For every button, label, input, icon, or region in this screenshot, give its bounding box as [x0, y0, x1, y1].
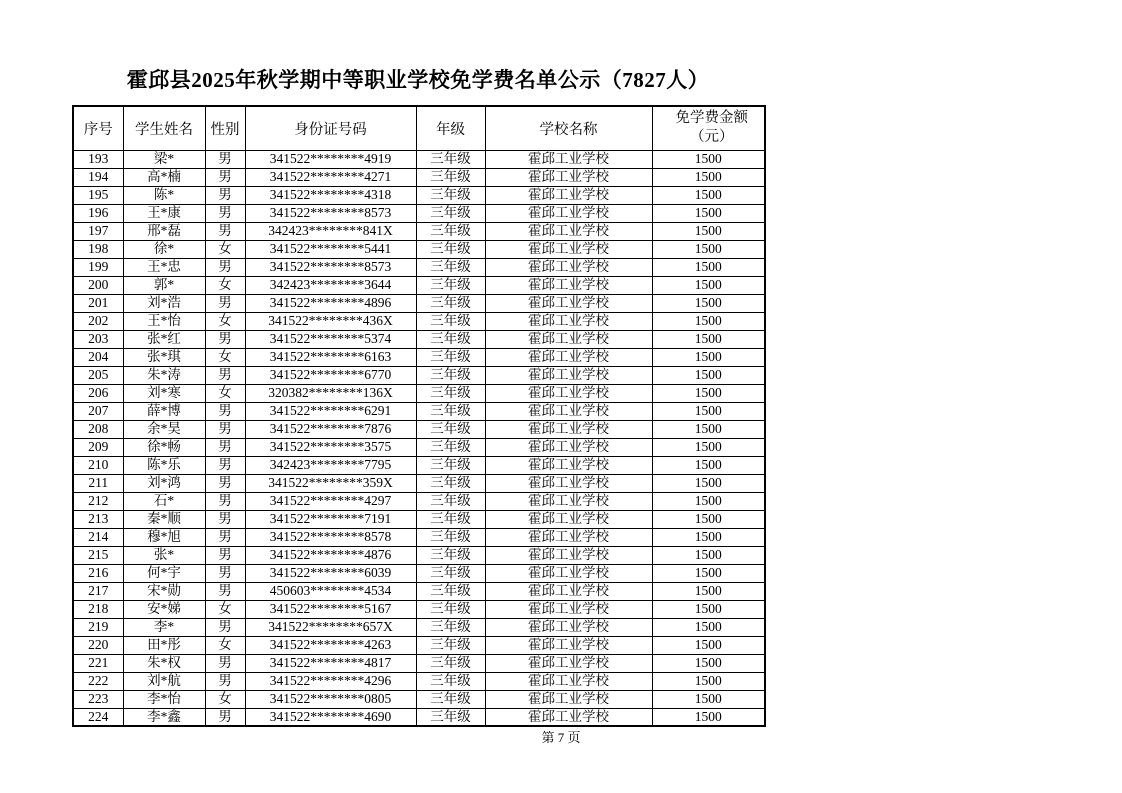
cell-gender: 男 — [205, 708, 245, 726]
cell-id-number: 341522********4817 — [245, 654, 416, 672]
cell-id-number: 341522********5374 — [245, 330, 416, 348]
cell-school-name: 霍邱工业学校 — [485, 510, 652, 528]
col-header-gender: 性别 — [205, 106, 245, 150]
cell-serial: 207 — [73, 402, 123, 420]
cell-gender: 男 — [205, 204, 245, 222]
table-row — [73, 528, 765, 546]
cell-serial: 215 — [73, 546, 123, 564]
cell-school-name: 霍邱工业学校 — [485, 492, 652, 510]
cell-gender: 男 — [205, 402, 245, 420]
cell-serial: 193 — [73, 150, 123, 168]
cell-grade: 三年级 — [416, 564, 485, 582]
cell-id-number: 342423********841X — [245, 222, 416, 240]
cell-student-name: 穆*旭 — [123, 528, 205, 546]
cell-amount: 1500 — [652, 366, 765, 384]
cell-serial: 203 — [73, 330, 123, 348]
table-row — [73, 294, 765, 312]
cell-amount: 1500 — [652, 564, 765, 582]
cell-grade: 三年级 — [416, 510, 485, 528]
cell-gender: 女 — [205, 348, 245, 366]
cell-gender: 男 — [205, 420, 245, 438]
cell-grade: 三年级 — [416, 240, 485, 258]
table-row — [73, 708, 765, 726]
cell-id-number: 341522********8573 — [245, 258, 416, 276]
cell-serial: 202 — [73, 312, 123, 330]
cell-school-name: 霍邱工业学校 — [485, 150, 652, 168]
cell-amount: 1500 — [652, 672, 765, 690]
cell-id-number: 341522********5167 — [245, 600, 416, 618]
cell-gender: 男 — [205, 168, 245, 186]
cell-school-name: 霍邱工业学校 — [485, 600, 652, 618]
col-header-amount-line1: 免学费金额 — [675, 109, 748, 126]
cell-student-name: 何*宇 — [123, 564, 205, 582]
cell-grade: 三年级 — [416, 330, 485, 348]
cell-school-name: 霍邱工业学校 — [485, 348, 652, 366]
cell-id-number: 341522********436X — [245, 312, 416, 330]
cell-amount: 1500 — [652, 330, 765, 348]
table-row — [73, 168, 765, 186]
cell-id-number: 320382********136X — [245, 384, 416, 402]
cell-gender: 女 — [205, 312, 245, 330]
cell-serial: 223 — [73, 690, 123, 708]
cell-grade: 三年级 — [416, 456, 485, 474]
cell-serial: 194 — [73, 168, 123, 186]
cell-student-name: 王*忠 — [123, 258, 205, 276]
cell-id-number: 341522********8573 — [245, 204, 416, 222]
cell-school-name: 霍邱工业学校 — [485, 438, 652, 456]
table-row — [73, 258, 765, 276]
cell-id-number: 341522********6163 — [245, 348, 416, 366]
cell-gender: 女 — [205, 636, 245, 654]
cell-student-name: 刘*寒 — [123, 384, 205, 402]
cell-serial: 217 — [73, 582, 123, 600]
table-row — [73, 474, 765, 492]
cell-id-number: 341522********6039 — [245, 564, 416, 582]
cell-student-name: 刘*航 — [123, 672, 205, 690]
cell-grade: 三年级 — [416, 276, 485, 294]
cell-gender: 男 — [205, 438, 245, 456]
cell-gender: 女 — [205, 384, 245, 402]
cell-id-number: 341522********657X — [245, 618, 416, 636]
cell-student-name: 张*琪 — [123, 348, 205, 366]
cell-grade: 三年级 — [416, 402, 485, 420]
cell-grade: 三年级 — [416, 150, 485, 168]
table-row — [73, 366, 765, 384]
table-row — [73, 186, 765, 204]
cell-grade: 三年级 — [416, 420, 485, 438]
table-row — [73, 402, 765, 420]
cell-gender: 男 — [205, 582, 245, 600]
table-row — [73, 276, 765, 294]
cell-grade: 三年级 — [416, 366, 485, 384]
cell-grade: 三年级 — [416, 438, 485, 456]
col-header-amount-line2: （元） — [690, 129, 734, 146]
cell-school-name: 霍邱工业学校 — [485, 528, 652, 546]
cell-student-name: 田*彤 — [123, 636, 205, 654]
cell-id-number: 341522********4690 — [245, 708, 416, 726]
cell-id-number: 342423********3644 — [245, 276, 416, 294]
cell-student-name: 陈* — [123, 186, 205, 204]
cell-serial: 208 — [73, 420, 123, 438]
cell-grade: 三年级 — [416, 492, 485, 510]
cell-student-name: 梁* — [123, 150, 205, 168]
cell-amount: 1500 — [652, 186, 765, 204]
cell-id-number: 341522********4271 — [245, 168, 416, 186]
cell-id-number: 341522********359X — [245, 474, 416, 492]
cell-student-name: 石* — [123, 492, 205, 510]
cell-gender: 男 — [205, 474, 245, 492]
cell-school-name: 霍邱工业学校 — [485, 672, 652, 690]
cell-id-number: 341522********6770 — [245, 366, 416, 384]
cell-student-name: 郭* — [123, 276, 205, 294]
table-row — [73, 582, 765, 600]
cell-school-name: 霍邱工业学校 — [485, 366, 652, 384]
cell-serial: 220 — [73, 636, 123, 654]
cell-grade: 三年级 — [416, 528, 485, 546]
cell-grade: 三年级 — [416, 186, 485, 204]
cell-school-name: 霍邱工业学校 — [485, 546, 652, 564]
cell-amount: 1500 — [652, 222, 765, 240]
cell-student-name: 余*昊 — [123, 420, 205, 438]
cell-school-name: 霍邱工业学校 — [485, 204, 652, 222]
cell-student-name: 朱*权 — [123, 654, 205, 672]
cell-school-name: 霍邱工业学校 — [485, 636, 652, 654]
cell-serial: 200 — [73, 276, 123, 294]
cell-amount: 1500 — [652, 204, 765, 222]
cell-gender: 男 — [205, 456, 245, 474]
table-row — [73, 150, 765, 168]
cell-id-number: 450603********4534 — [245, 582, 416, 600]
cell-grade: 三年级 — [416, 708, 485, 726]
cell-id-number: 341522********7191 — [245, 510, 416, 528]
cell-amount: 1500 — [652, 474, 765, 492]
cell-id-number: 341522********7876 — [245, 420, 416, 438]
cell-school-name: 霍邱工业学校 — [485, 168, 652, 186]
cell-amount: 1500 — [652, 276, 765, 294]
cell-id-number: 341522********8578 — [245, 528, 416, 546]
cell-gender: 男 — [205, 546, 245, 564]
col-header-student-name: 学生姓名 — [123, 106, 205, 150]
cell-gender: 男 — [205, 618, 245, 636]
cell-school-name: 霍邱工业学校 — [485, 708, 652, 726]
cell-student-name: 朱*涛 — [123, 366, 205, 384]
table-row — [73, 600, 765, 618]
cell-grade: 三年级 — [416, 222, 485, 240]
cell-serial: 213 — [73, 510, 123, 528]
cell-student-name: 李* — [123, 618, 205, 636]
cell-grade: 三年级 — [416, 384, 485, 402]
cell-amount: 1500 — [652, 402, 765, 420]
cell-grade: 三年级 — [416, 204, 485, 222]
cell-id-number: 341522********3575 — [245, 438, 416, 456]
cell-grade: 三年级 — [416, 348, 485, 366]
cell-serial: 209 — [73, 438, 123, 456]
cell-amount: 1500 — [652, 168, 765, 186]
cell-student-name: 徐* — [123, 240, 205, 258]
cell-student-name: 陈*乐 — [123, 456, 205, 474]
cell-gender: 女 — [205, 690, 245, 708]
cell-id-number: 341522********0805 — [245, 690, 416, 708]
table-row — [73, 420, 765, 438]
table-row — [73, 456, 765, 474]
cell-gender: 男 — [205, 258, 245, 276]
cell-serial: 218 — [73, 600, 123, 618]
table-row — [73, 222, 765, 240]
cell-serial: 219 — [73, 618, 123, 636]
cell-amount: 1500 — [652, 384, 765, 402]
page-number: 第 7 页 — [541, 730, 581, 745]
cell-gender: 男 — [205, 330, 245, 348]
cell-school-name: 霍邱工业学校 — [485, 582, 652, 600]
cell-school-name: 霍邱工业学校 — [485, 330, 652, 348]
table-header — [73, 106, 765, 150]
table-row — [73, 690, 765, 708]
cell-gender: 女 — [205, 240, 245, 258]
cell-gender: 男 — [205, 564, 245, 582]
cell-school-name: 霍邱工业学校 — [485, 420, 652, 438]
cell-serial: 199 — [73, 258, 123, 276]
cell-serial: 198 — [73, 240, 123, 258]
cell-id-number: 342423********7795 — [245, 456, 416, 474]
cell-amount: 1500 — [652, 690, 765, 708]
col-header-id-number: 身份证号码 — [245, 106, 416, 150]
cell-id-number: 341522********5441 — [245, 240, 416, 258]
table-row — [73, 312, 765, 330]
cell-serial: 212 — [73, 492, 123, 510]
cell-amount: 1500 — [652, 618, 765, 636]
table-row — [73, 204, 765, 222]
cell-gender: 女 — [205, 276, 245, 294]
table-row — [73, 330, 765, 348]
tuition-exemption-table — [72, 105, 766, 727]
cell-gender: 男 — [205, 294, 245, 312]
cell-amount: 1500 — [652, 456, 765, 474]
cell-gender: 男 — [205, 150, 245, 168]
cell-id-number: 341522********4876 — [245, 546, 416, 564]
cell-grade: 三年级 — [416, 546, 485, 564]
cell-grade: 三年级 — [416, 636, 485, 654]
cell-serial: 214 — [73, 528, 123, 546]
cell-amount: 1500 — [652, 636, 765, 654]
cell-grade: 三年级 — [416, 582, 485, 600]
col-header-amount — [652, 106, 765, 150]
cell-school-name: 霍邱工业学校 — [485, 384, 652, 402]
cell-amount: 1500 — [652, 294, 765, 312]
cell-serial: 196 — [73, 204, 123, 222]
cell-gender: 男 — [205, 654, 245, 672]
cell-amount: 1500 — [652, 240, 765, 258]
cell-serial: 197 — [73, 222, 123, 240]
cell-student-name: 刘*鸿 — [123, 474, 205, 492]
cell-amount: 1500 — [652, 600, 765, 618]
cell-grade: 三年级 — [416, 258, 485, 276]
cell-amount: 1500 — [652, 528, 765, 546]
cell-gender: 男 — [205, 528, 245, 546]
cell-school-name: 霍邱工业学校 — [485, 294, 652, 312]
table-row — [73, 546, 765, 564]
cell-school-name: 霍邱工业学校 — [485, 474, 652, 492]
page-title: 霍邱县2025年秋学期中等职业学校免学费名单公示（7827人） — [126, 68, 710, 92]
cell-id-number: 341522********6291 — [245, 402, 416, 420]
cell-serial: 201 — [73, 294, 123, 312]
cell-amount: 1500 — [652, 654, 765, 672]
cell-student-name: 张*红 — [123, 330, 205, 348]
cell-serial: 204 — [73, 348, 123, 366]
cell-serial: 195 — [73, 186, 123, 204]
cell-grade: 三年级 — [416, 618, 485, 636]
table-body — [73, 150, 765, 726]
cell-gender: 男 — [205, 222, 245, 240]
cell-school-name: 霍邱工业学校 — [485, 258, 652, 276]
cell-serial: 211 — [73, 474, 123, 492]
cell-school-name: 霍邱工业学校 — [485, 690, 652, 708]
table-row — [73, 564, 765, 582]
cell-student-name: 王*怡 — [123, 312, 205, 330]
cell-serial: 224 — [73, 708, 123, 726]
table-row — [73, 636, 765, 654]
cell-serial: 216 — [73, 564, 123, 582]
table-row — [73, 510, 765, 528]
cell-amount: 1500 — [652, 348, 765, 366]
cell-student-name: 秦*顺 — [123, 510, 205, 528]
cell-amount: 1500 — [652, 546, 765, 564]
cell-student-name: 张* — [123, 546, 205, 564]
cell-grade: 三年级 — [416, 672, 485, 690]
cell-gender: 男 — [205, 510, 245, 528]
cell-student-name: 王*康 — [123, 204, 205, 222]
cell-grade: 三年级 — [416, 654, 485, 672]
cell-school-name: 霍邱工业学校 — [485, 312, 652, 330]
header-row — [73, 106, 765, 150]
cell-school-name: 霍邱工业学校 — [485, 654, 652, 672]
cell-amount: 1500 — [652, 258, 765, 276]
table-row — [73, 240, 765, 258]
cell-student-name: 薛*博 — [123, 402, 205, 420]
cell-id-number: 341522********4919 — [245, 150, 416, 168]
cell-school-name: 霍邱工业学校 — [485, 276, 652, 294]
cell-grade: 三年级 — [416, 690, 485, 708]
cell-id-number: 341522********4297 — [245, 492, 416, 510]
cell-id-number: 341522********4263 — [245, 636, 416, 654]
cell-grade: 三年级 — [416, 600, 485, 618]
cell-serial: 210 — [73, 456, 123, 474]
cell-student-name: 徐*畅 — [123, 438, 205, 456]
cell-id-number: 341522********4318 — [245, 186, 416, 204]
cell-amount: 1500 — [652, 438, 765, 456]
cell-serial: 221 — [73, 654, 123, 672]
cell-amount: 1500 — [652, 510, 765, 528]
cell-amount: 1500 — [652, 312, 765, 330]
cell-student-name: 李*怡 — [123, 690, 205, 708]
cell-gender: 男 — [205, 366, 245, 384]
cell-amount: 1500 — [652, 492, 765, 510]
cell-amount: 1500 — [652, 708, 765, 726]
cell-school-name: 霍邱工业学校 — [485, 222, 652, 240]
table-row — [73, 438, 765, 456]
table-row — [73, 618, 765, 636]
cell-gender: 男 — [205, 492, 245, 510]
table-row — [73, 348, 765, 366]
cell-serial: 205 — [73, 366, 123, 384]
col-header-serial: 序号 — [73, 106, 123, 150]
cell-id-number: 341522********4296 — [245, 672, 416, 690]
cell-school-name: 霍邱工业学校 — [485, 564, 652, 582]
cell-school-name: 霍邱工业学校 — [485, 402, 652, 420]
col-header-school-name: 学校名称 — [485, 106, 652, 150]
cell-student-name: 李*鑫 — [123, 708, 205, 726]
table-row — [73, 384, 765, 402]
cell-grade: 三年级 — [416, 294, 485, 312]
cell-amount: 1500 — [652, 150, 765, 168]
cell-id-number: 341522********4896 — [245, 294, 416, 312]
cell-school-name: 霍邱工业学校 — [485, 240, 652, 258]
cell-student-name: 刘*浩 — [123, 294, 205, 312]
cell-student-name: 宋*勋 — [123, 582, 205, 600]
cell-grade: 三年级 — [416, 474, 485, 492]
table-row — [73, 654, 765, 672]
cell-gender: 男 — [205, 672, 245, 690]
cell-amount: 1500 — [652, 582, 765, 600]
cell-serial: 222 — [73, 672, 123, 690]
cell-grade: 三年级 — [416, 168, 485, 186]
cell-school-name: 霍邱工业学校 — [485, 456, 652, 474]
col-header-grade: 年级 — [416, 106, 485, 150]
cell-student-name: 邢*磊 — [123, 222, 205, 240]
cell-gender: 女 — [205, 600, 245, 618]
cell-school-name: 霍邱工业学校 — [485, 618, 652, 636]
cell-school-name: 霍邱工业学校 — [485, 186, 652, 204]
cell-student-name: 高*楠 — [123, 168, 205, 186]
cell-serial: 206 — [73, 384, 123, 402]
table-row — [73, 492, 765, 510]
cell-student-name: 安*娣 — [123, 600, 205, 618]
table-row — [73, 672, 765, 690]
cell-amount: 1500 — [652, 420, 765, 438]
cell-grade: 三年级 — [416, 312, 485, 330]
cell-gender: 男 — [205, 186, 245, 204]
